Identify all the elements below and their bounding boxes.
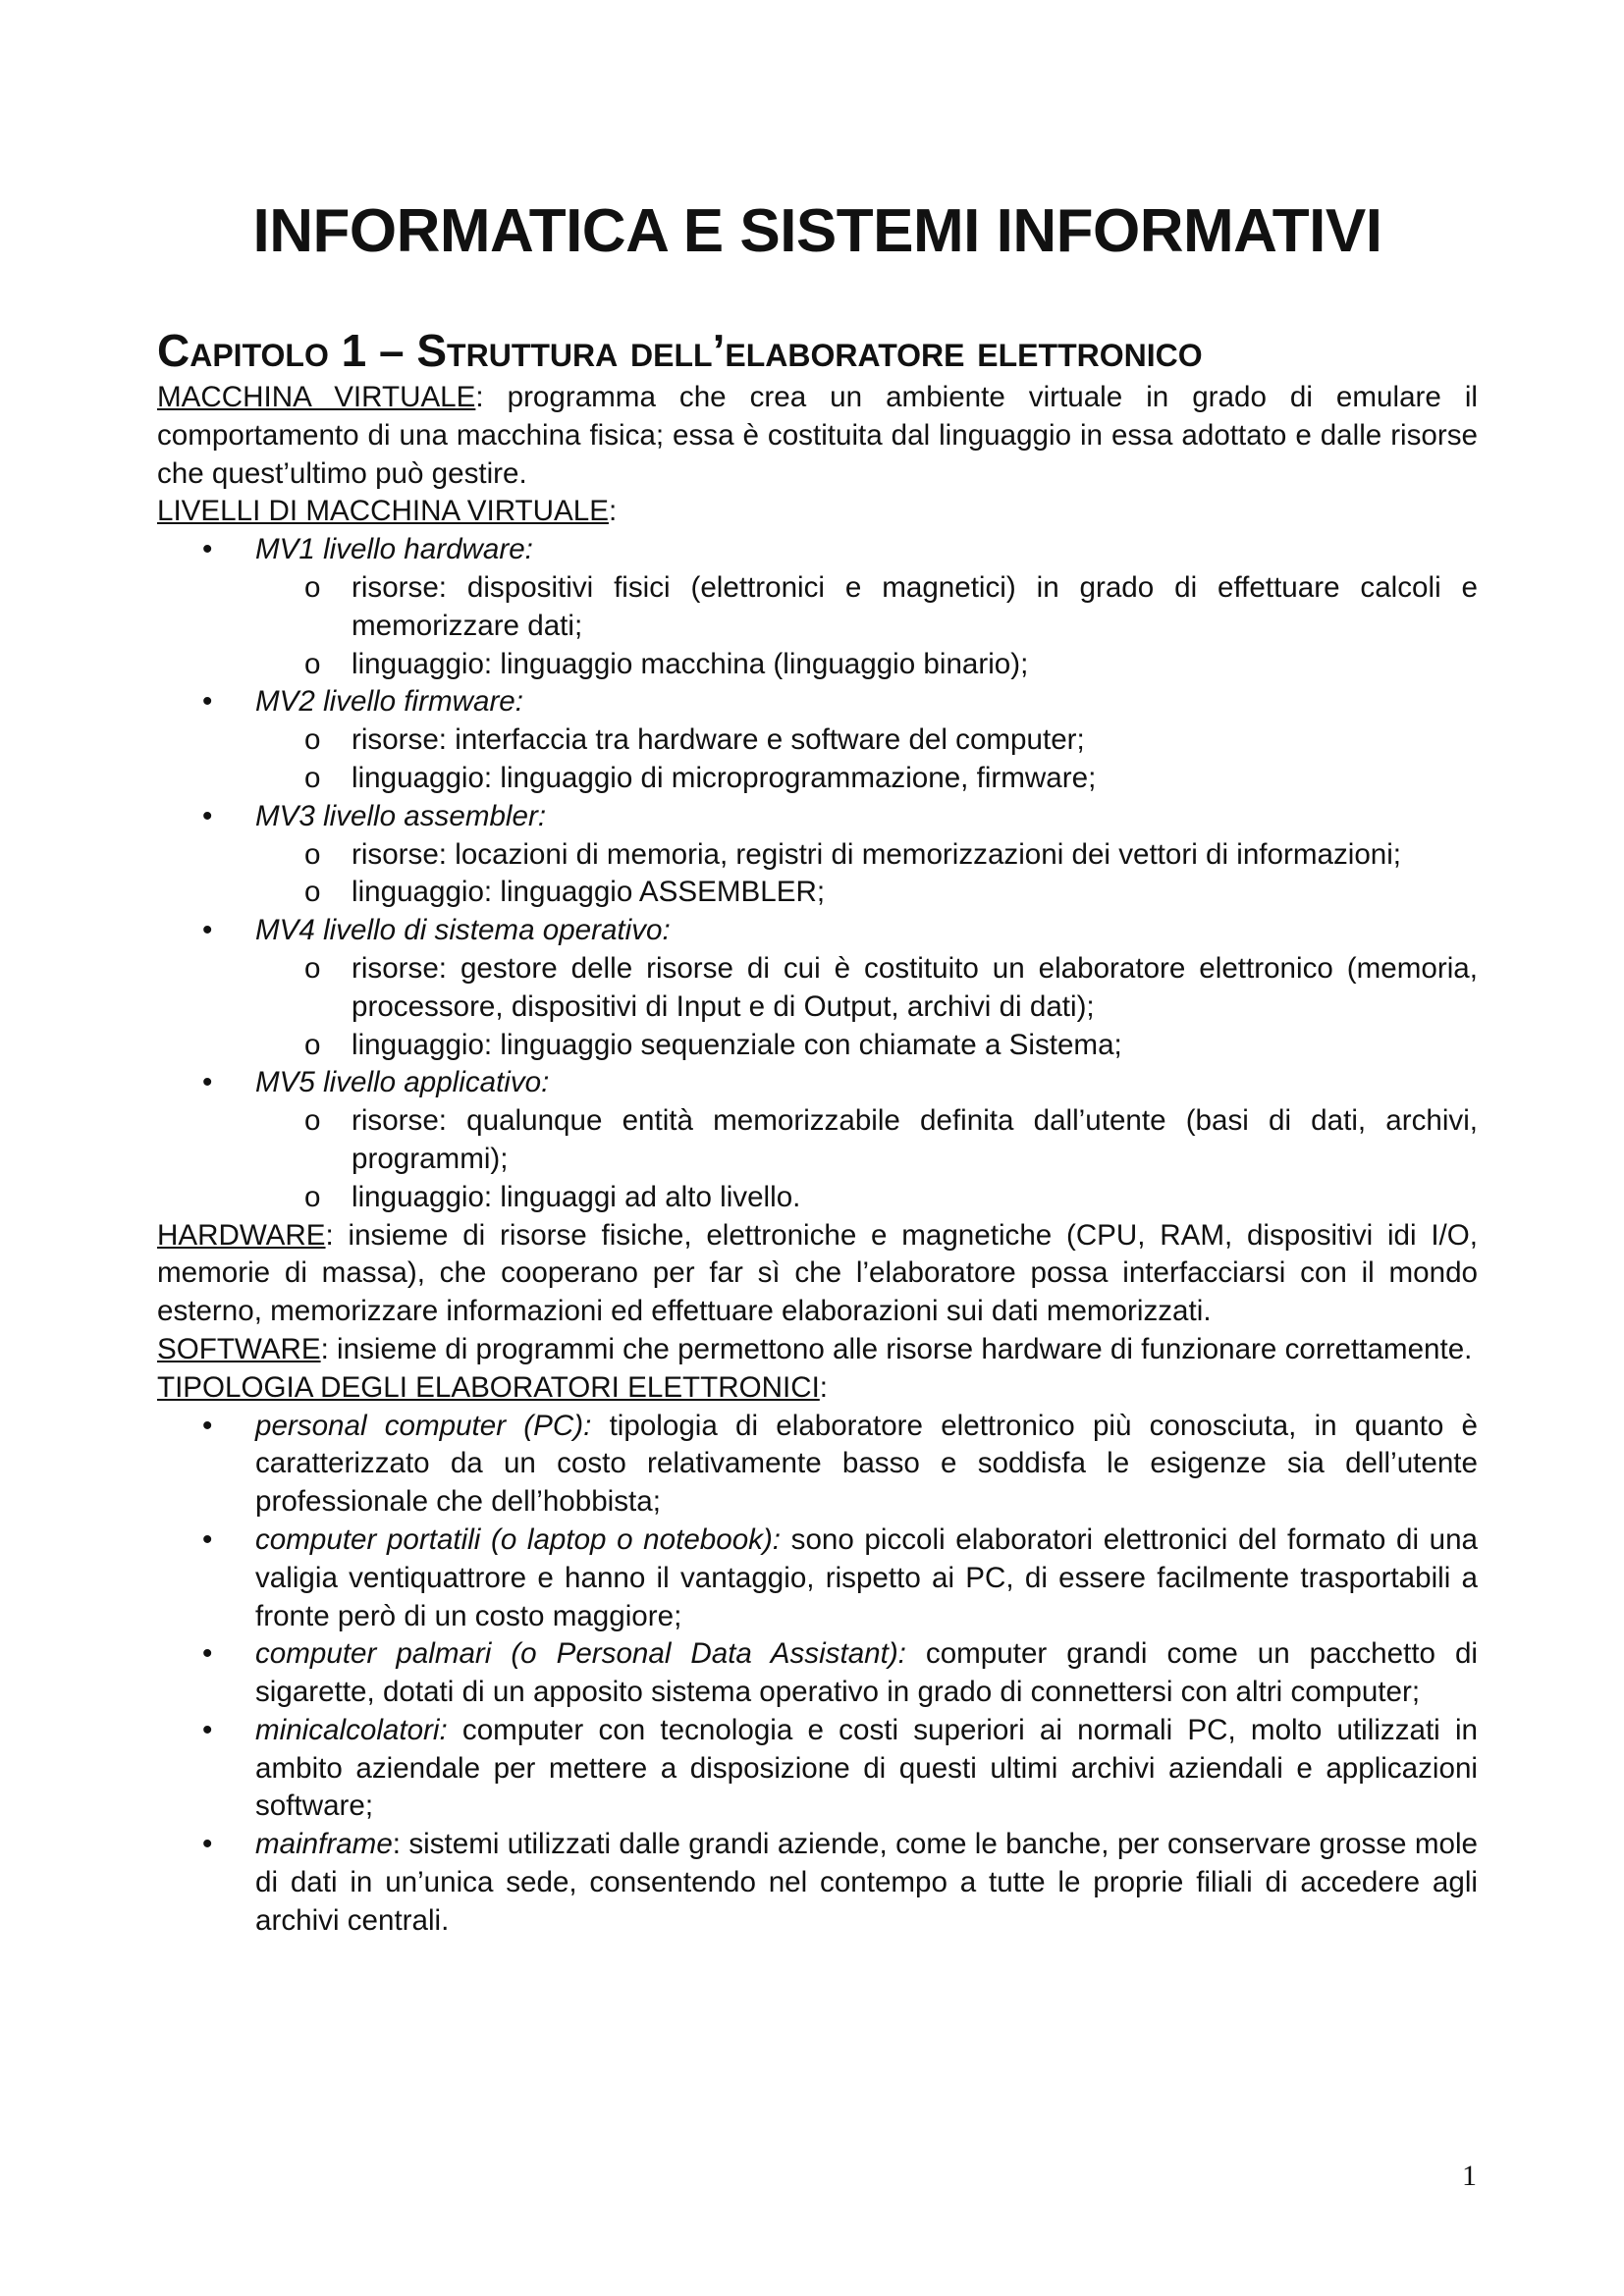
document-body <box>157 379 1478 1941</box>
chapter-heading <box>157 322 1203 379</box>
bullet-icon: • <box>202 1409 213 1442</box>
circle-bullet-icon: o <box>304 951 321 985</box>
type-label: computer palmari (o Personal Data Assistant): <box>255 1637 906 1671</box>
level-label: MV1 livello hardware: <box>255 533 533 566</box>
sub-item <box>255 874 1478 912</box>
bullet-icon: • <box>202 914 213 947</box>
list-item-mv4 <box>157 912 1478 1064</box>
sub-item <box>255 1027 1478 1065</box>
type-label: personal computer (PC): <box>255 1409 592 1442</box>
sub-item-text: linguaggio: linguaggio di microprogrammazione, firmware; <box>352 761 1097 794</box>
type-description: computer grandi come un pacchetto di sigarette, dotati di un apposito sistema operativo in grado di connettersi con altri computer; <box>255 1637 1479 1709</box>
paragraph-hardware <box>157 1217 1478 1331</box>
chapter-name: Struttura dell’elaboratore elettronico <box>416 325 1203 376</box>
sub-item-text: linguaggio: linguaggi ad alto livello. <box>352 1180 801 1213</box>
bullet-icon: • <box>202 1522 213 1556</box>
sub-item-text: risorse: dispositivi fisici (elettronici e magnetici) in grado di effettuare calcoli e memorizzare dati; <box>352 570 1478 642</box>
sub-item <box>255 646 1478 684</box>
sub-list <box>255 836 1478 913</box>
sub-item-text: risorse: qualunque entità memorizzabile definita dall’utente (basi di dati, archivi, programmi); <box>352 1104 1478 1175</box>
sub-item <box>255 1179 1478 1217</box>
circle-bullet-icon: o <box>304 876 321 909</box>
term-tipologia: TIPOLOGIA DEGLI ELABORATORI ELETTRONICI <box>157 1370 820 1404</box>
type-description: tipologia di elaboratore elettronico più conosciuta, in quanto è caratterizzato da un costo relativamente basso e soddisfa le esigenze sia dell’utente professionale che dell’hobbista; <box>255 1409 1478 1519</box>
circle-bullet-icon: o <box>304 647 321 680</box>
sub-item-text: risorse: gestore delle risorse di cui è costituito un elaboratore elettronico (memoria, processore, dispositivi di Input e di Output, archivi di dati); <box>352 951 1478 1023</box>
bullet-icon: • <box>202 799 213 832</box>
sub-item-text: risorse: interfaccia tra hardware e software del computer; <box>352 723 1085 757</box>
definition-macchina-virtuale: : programma che crea un ambiente virtuale in grado di emulare il comportamento di una macchina fisica; essa è costituita dal linguaggio in essa adottato e dalle risorse che quest’ultimo può gestire. <box>157 381 1478 490</box>
sub-item <box>255 569 1478 646</box>
term-macchina-virtuale: MACCHINA VIRTUALE <box>157 381 476 413</box>
circle-bullet-icon: o <box>304 761 321 794</box>
colon: : <box>608 495 618 528</box>
paragraph-software <box>157 1331 1478 1369</box>
bullet-icon: • <box>202 685 213 719</box>
document-title: INFORMATICA E SISTEMI INFORMATIVI <box>252 197 1382 265</box>
chapter-prefix: Capitolo 1 – <box>157 325 405 376</box>
type-description: : sistemi utilizzati dalle grandi aziende, come le banche, per conservare grosse mole di dati in un’unica sede, consentendo nel contempo a tutte le proprie filiali di accedere agli archivi centrali. <box>255 1828 1478 1937</box>
type-label: minicalcolatori: <box>255 1713 448 1746</box>
circle-bullet-icon: o <box>304 570 321 604</box>
tipologia-list <box>157 1408 1478 1941</box>
list-item-mainframe <box>157 1826 1478 1940</box>
sub-item <box>255 836 1478 875</box>
list-item-pc <box>157 1408 1478 1522</box>
level-label: MV4 livello di sistema operativo: <box>255 914 671 947</box>
definition-hardware: : insieme di risorse fisiche, elettroniche e magnetiche (CPU, RAM, dispositivi idi I/O, memorie di massa), che cooperano per far sì che l’elaboratore possa interfacciarsi con il mondo esterno, memorizzare informazioni ed effettuare elaborazioni sui dati memorizzati. <box>157 1218 1478 1328</box>
heading-livelli <box>157 493 1478 531</box>
list-item-mv1 <box>157 531 1478 683</box>
circle-bullet-icon: o <box>304 1028 321 1061</box>
list-item-minicalcolatori <box>157 1712 1478 1826</box>
bullet-icon: • <box>202 533 213 566</box>
sub-item-text: risorse: locazioni di memoria, registri di memorizzazioni dei vettori di informazioni; <box>352 837 1402 871</box>
bullet-icon: • <box>202 1828 213 1861</box>
type-label: mainframe <box>255 1828 393 1861</box>
list-item-mv3 <box>157 798 1478 912</box>
sub-item-text: linguaggio: linguaggio sequenziale con chiamate a Sistema; <box>352 1028 1122 1061</box>
circle-bullet-icon: o <box>304 723 321 757</box>
bullet-icon: • <box>202 1637 213 1671</box>
sub-item-text: linguaggio: linguaggio ASSEMBLER; <box>352 876 826 909</box>
livelli-list <box>157 531 1478 1216</box>
list-item-portatili <box>157 1522 1478 1635</box>
bullet-icon: • <box>202 1066 213 1099</box>
list-item-mv2 <box>157 683 1478 797</box>
level-label: MV3 livello assembler: <box>255 799 547 832</box>
heading-tipologia <box>157 1369 1478 1408</box>
term-livelli: LIVELLI DI MACCHINA VIRTUALE <box>157 495 609 528</box>
bullet-icon: • <box>202 1713 213 1746</box>
type-description: sono piccoli elaboratori elettronici del formato di una valigia ventiquattrore e hanno il vantaggio, rispetto ai PC, di essere facilmente trasportabili a fronte però di un costo maggiore; <box>255 1522 1479 1632</box>
sub-list <box>255 1102 1478 1216</box>
sub-item <box>255 760 1478 798</box>
circle-bullet-icon: o <box>304 1180 321 1213</box>
sub-item <box>255 721 1478 760</box>
definition-software: : insieme di programmi che permettono alle risorse hardware di funzionare correttamente. <box>320 1332 1473 1365</box>
level-label: MV5 livello applicativo: <box>255 1066 550 1099</box>
sub-list <box>255 721 1478 798</box>
circle-bullet-icon: o <box>304 1104 321 1138</box>
list-item-palmari <box>157 1635 1478 1712</box>
type-description: computer con tecnologia e costi superiori ai normali PC, molto utilizzati in ambito aziendale per mettere a disposizione di questi ultimi archivi aziendali e applicazioni software; <box>255 1713 1478 1823</box>
sub-item <box>255 950 1478 1027</box>
list-item-mv5 <box>157 1064 1478 1216</box>
colon: : <box>819 1370 829 1404</box>
page-number: 1 <box>1462 2160 1477 2192</box>
sub-list <box>255 569 1478 683</box>
circle-bullet-icon: o <box>304 837 321 871</box>
term-software: SOFTWARE <box>157 1332 321 1365</box>
type-label: computer portatili (o laptop o notebook): <box>255 1522 782 1556</box>
paragraph-macchina-virtuale <box>157 379 1478 493</box>
level-label: MV2 livello firmware: <box>255 685 523 719</box>
sub-item <box>255 1102 1478 1179</box>
sub-item-text: linguaggio: linguaggio macchina (linguaggio binario); <box>352 647 1029 680</box>
term-hardware: HARDWARE <box>157 1218 326 1252</box>
sub-list <box>255 950 1478 1064</box>
